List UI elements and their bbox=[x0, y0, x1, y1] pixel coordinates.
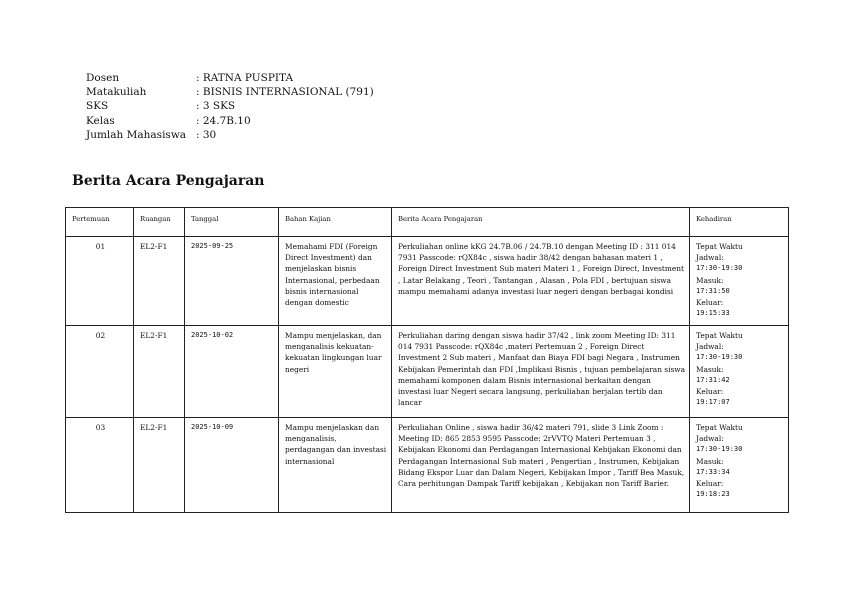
cell-ruangan: EL2-F1 bbox=[134, 326, 185, 418]
course-info bbox=[86, 71, 374, 142]
cell-ruangan: EL2-F1 bbox=[134, 418, 185, 513]
jumlah-label: Jumlah Mahasiswa bbox=[86, 128, 187, 141]
info-row-kelas bbox=[86, 114, 374, 128]
info-row-matakuliah bbox=[86, 85, 374, 99]
cell-berita-acara: Perkuliahan Online , siswa hadir 36/42 materi 791, slide 3 Link Zoom : Meeting ID: 865 2853 9595 Passcode: 2rVVTQ Materi Pertemuan 3 , Kebijakan Ekonomi dan Perdagangan Internasional Kebijakan Ekonomi dan Perdagangan Internasional Sub materi , Pengertian , Instrumen, Kebijakan Bidang Ekspor Luar dan Dalam Negeri, Kebijakan Impor , Tariff Bea Masuk, Cara perhitungan Dampak Tariff kebijakan , Kebijakan non Tariff Barier. bbox=[392, 418, 690, 513]
page-title: Berita Acara Pengajaran bbox=[72, 173, 265, 189]
kehadiran-masuk-label: Masuk: bbox=[696, 275, 724, 285]
cell-pertemuan: 03 bbox=[66, 418, 134, 513]
matakuliah-label: Matakuliah bbox=[86, 86, 147, 99]
dosen-value: : RATNA PUSPITA bbox=[196, 72, 294, 84]
cell-berita-acara: Perkuliahan daring dengan siswa hadir 37/42 , link zoom Meeting ID: 311 014 7931 Passcode: rQX84c ,materi Pertemuan 2 , Foreign Direct Investment 2 Sub materi , Manfaat dan Biaya FDI bagi Negara , Instrumen Kebijakan Pemerintah dan FDI ,Implikasi Bisnis , tujuan pembelajaran siswa memahami komponen dalam Bisnis internasional berkaitan dengan investasi luar Negeri secara langsung, perkuliahan berjalan tertib dan lancar bbox=[392, 326, 690, 418]
header-berita-acara: Berita Acara Pengajaran bbox=[392, 208, 690, 237]
berita-acara-table bbox=[65, 207, 789, 513]
cell-kehadiran bbox=[690, 237, 789, 326]
kehadiran-masuk-label: Masuk: bbox=[696, 456, 724, 466]
header-pertemuan: Pertemuan bbox=[66, 208, 134, 237]
cell-bahan-kajian: Mampu menjelaskan, dan menganalisis kekuatan-kekuatan lingkungan luar negeri bbox=[279, 326, 392, 418]
dosen-label: Dosen bbox=[86, 72, 120, 84]
info-row-sks bbox=[86, 99, 374, 113]
header-tanggal: Tanggal bbox=[185, 208, 279, 237]
kehadiran-jadwal-time: 17:30-19:30 bbox=[696, 264, 743, 273]
header-kehadiran: Kehadiran bbox=[690, 208, 789, 237]
table-row bbox=[66, 237, 789, 326]
kehadiran-masuk-time: 17:31:50 bbox=[696, 286, 730, 295]
kehadiran-status: Tepat Waktu bbox=[696, 331, 743, 340]
cell-berita-acara: Perkuliahan online kKG 24.7B.06 / 24.7B.10 dengan Meeting ID : 311 014 7931 Passcode: rQX84c , siswa hadir 38/42 dengan bahasan materi 1 , Foreign Direct Investment Sub materi Materi 1 , Foreign Direct, Investment , Latar Belakang , Teori , Tantangan , Alasan , Pola FDI , bertujuan siswa mampu memahami adanya investasi luar negeri dengan berbagai kondisi bbox=[392, 237, 690, 326]
kehadiran-jadwal-label: Jadwal: bbox=[696, 342, 724, 352]
cell-ruangan: EL2-F1 bbox=[134, 237, 185, 326]
kehadiran-masuk-label: Masuk: bbox=[696, 364, 724, 374]
header-bahan-kajian: Bahan Kajian bbox=[279, 208, 392, 237]
kehadiran-status: Tepat Waktu bbox=[696, 423, 743, 432]
matakuliah-value: : BISNIS INTERNASIONAL (791) bbox=[196, 86, 374, 99]
cell-bahan-kajian: Mampu menjelaskan dan menganalisis, perdagangan dan investasi internasional bbox=[279, 418, 392, 513]
kehadiran-keluar-label: Keluar: bbox=[696, 479, 724, 489]
kehadiran-status: Tepat Waktu bbox=[696, 242, 743, 251]
kehadiran-keluar-time: 19:15:33 bbox=[696, 309, 730, 318]
sks-label: SKS bbox=[86, 100, 109, 113]
info-row-jumlah bbox=[86, 128, 374, 142]
cell-tanggal: 2025-10-09 bbox=[185, 418, 279, 513]
kehadiran-keluar-label: Keluar: bbox=[696, 387, 724, 397]
cell-pertemuan: 01 bbox=[66, 237, 134, 326]
kehadiran-keluar-label: Keluar: bbox=[696, 298, 724, 308]
header-ruangan: Ruangan bbox=[134, 208, 185, 237]
table-row bbox=[66, 326, 789, 418]
cell-tanggal: 2025-10-02 bbox=[185, 326, 279, 418]
info-row-dosen bbox=[86, 71, 374, 85]
kehadiran-jadwal-time: 17:30-19:30 bbox=[696, 445, 743, 454]
kehadiran-jadwal-time: 17:30-19:30 bbox=[696, 353, 743, 362]
sks-value: : 3 SKS bbox=[196, 100, 236, 113]
kehadiran-masuk-time: 17:31:42 bbox=[696, 375, 730, 384]
jumlah-value: : 30 bbox=[196, 128, 217, 141]
kelas-label: Kelas bbox=[86, 114, 115, 127]
kehadiran-keluar-time: 19:17:07 bbox=[696, 398, 730, 407]
cell-bahan-kajian: Memahami FDI (Foreign Direct Investment) dan menjelaskan bisnis Internasional, perbedaan bisnis internasional dengan domestic bbox=[279, 237, 392, 326]
cell-tanggal: 2025-09-25 bbox=[185, 237, 279, 326]
cell-kehadiran bbox=[690, 326, 789, 418]
kelas-value: : 24.7B.10 bbox=[196, 114, 251, 127]
cell-pertemuan: 02 bbox=[66, 326, 134, 418]
table-row bbox=[66, 418, 789, 513]
table-header-row bbox=[66, 208, 789, 237]
cell-kehadiran bbox=[690, 418, 789, 513]
kehadiran-jadwal-label: Jadwal: bbox=[696, 434, 724, 444]
kehadiran-masuk-time: 17:33:34 bbox=[696, 467, 730, 476]
kehadiran-jadwal-label: Jadwal: bbox=[696, 253, 724, 263]
kehadiran-keluar-time: 19:18:23 bbox=[696, 490, 730, 499]
